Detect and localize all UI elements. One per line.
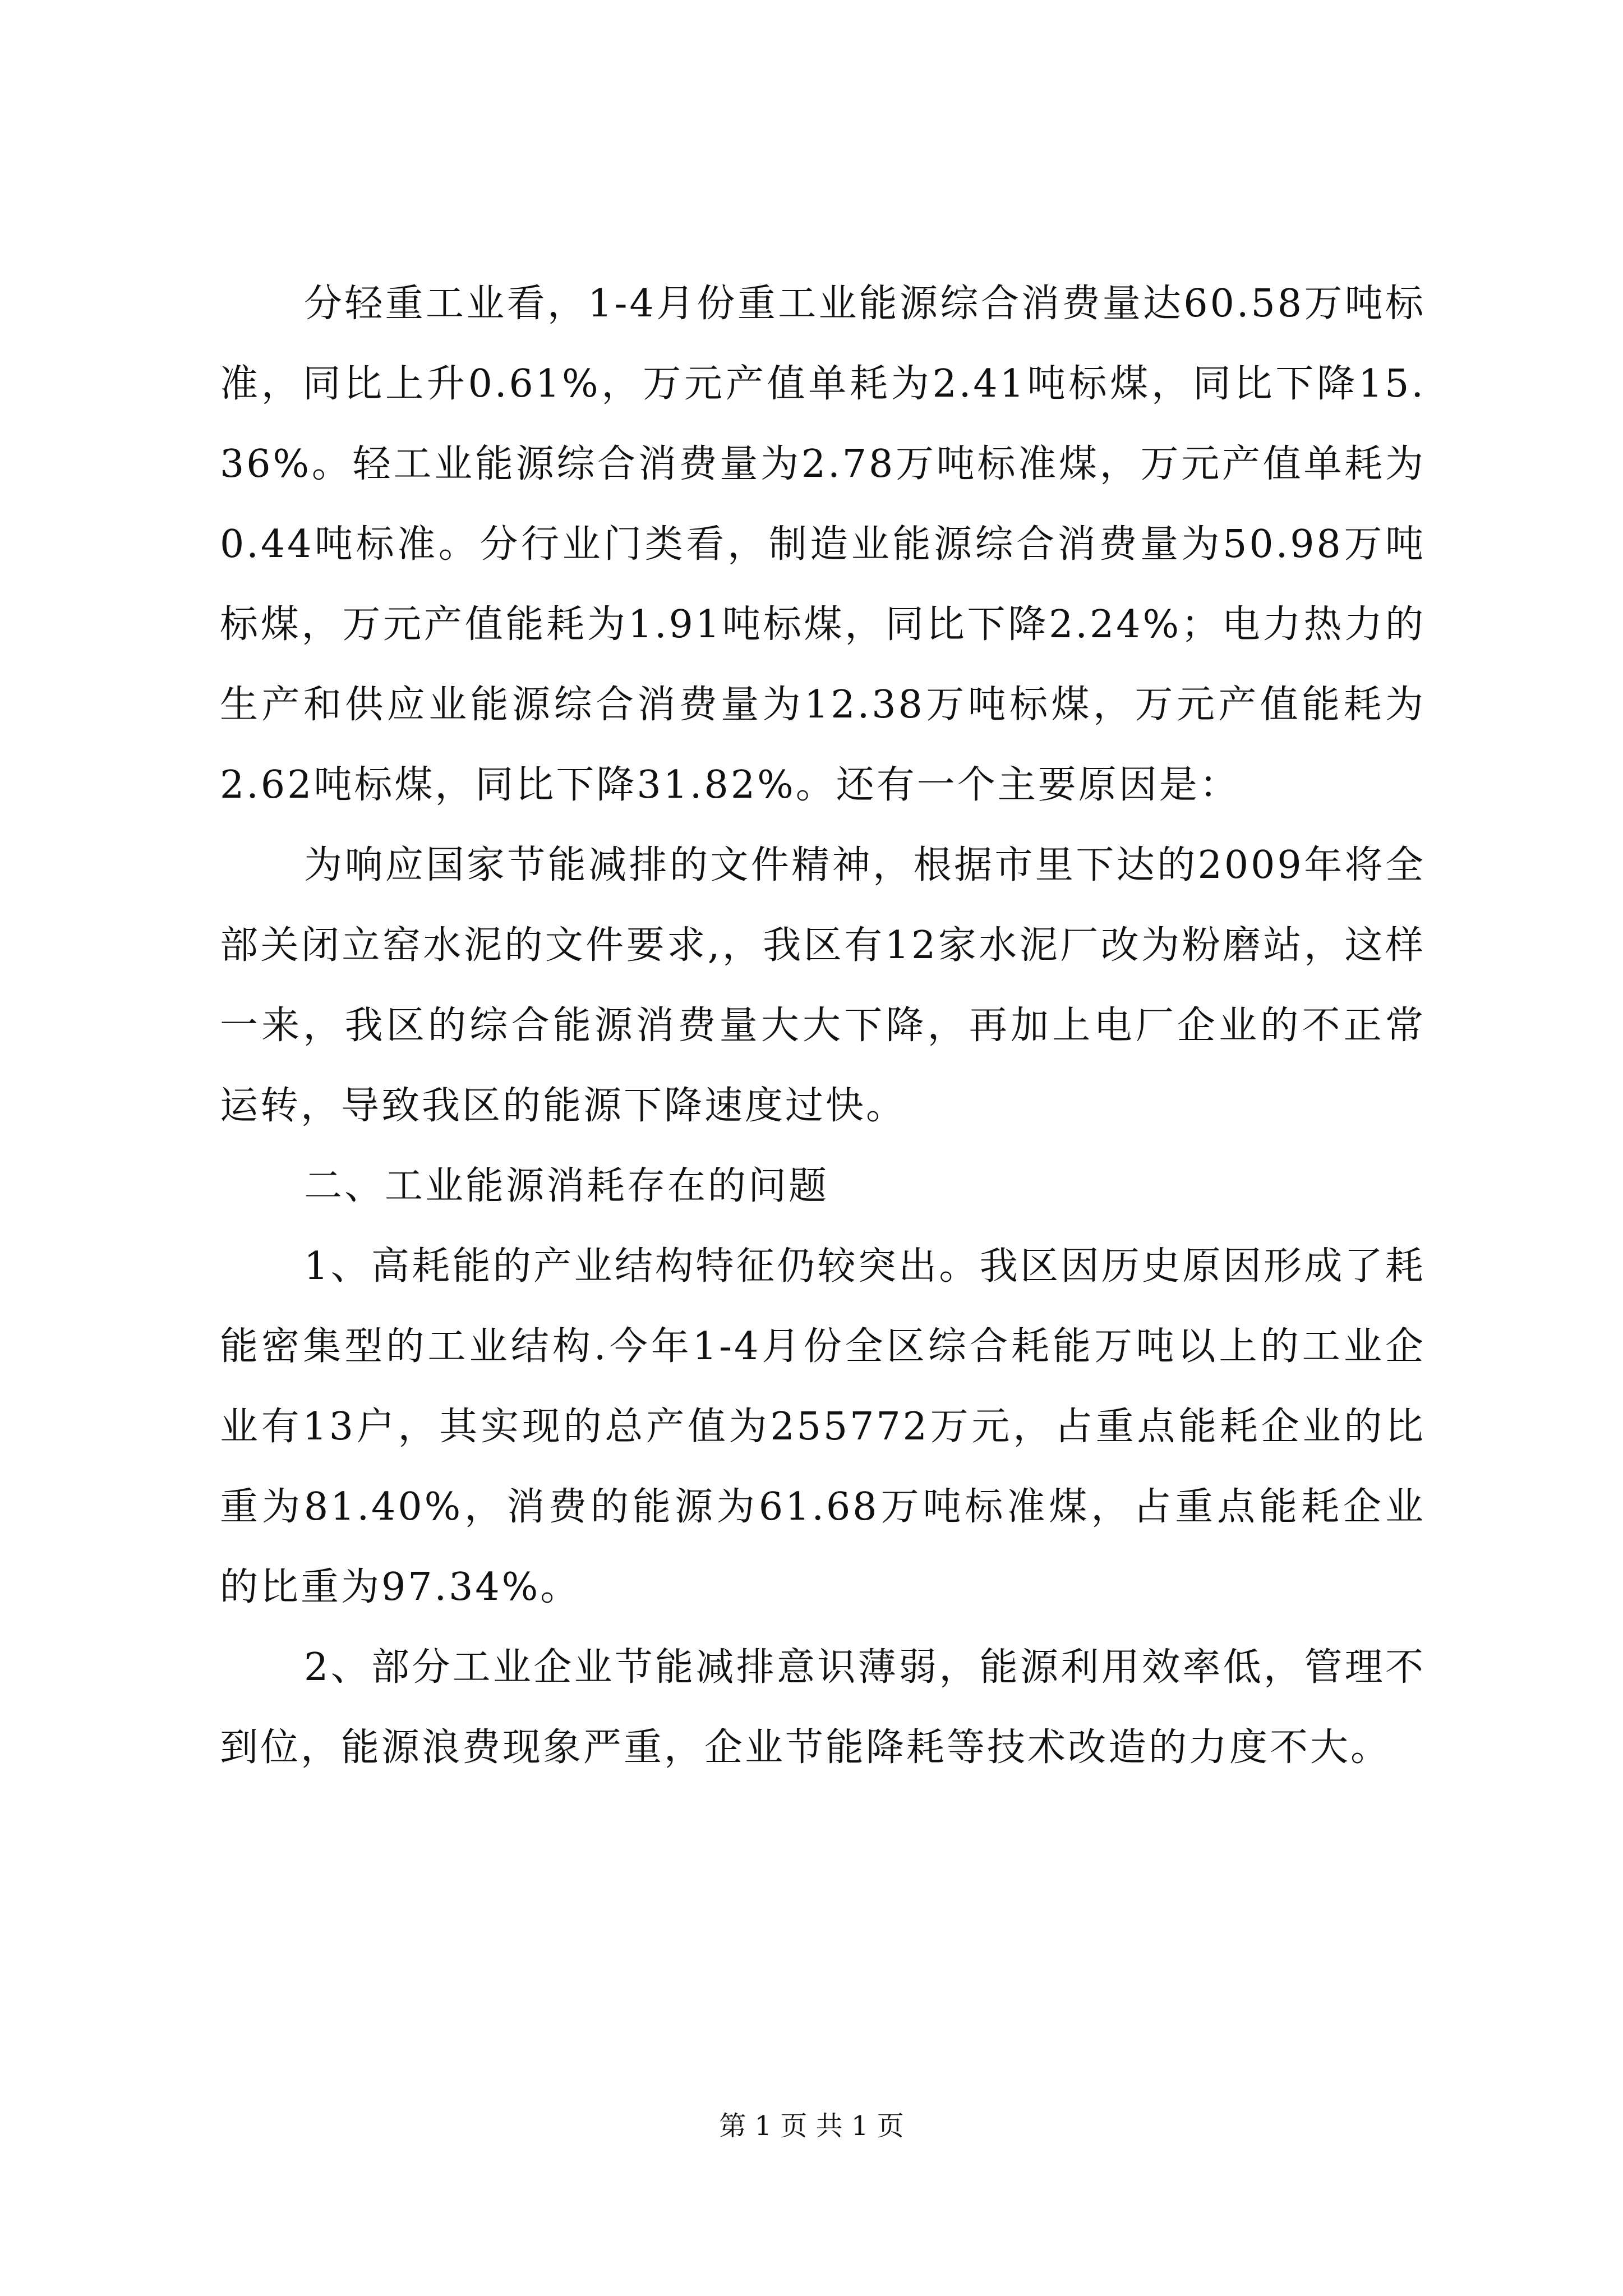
paragraph-problem-1: 1、高耗能的产业结构特征仍较突出。我区因历史原因形成了耗能密集型的工业结构.今年1-4月份全区综合耗能万吨以上的工业企业有13户，其实现的总产值为255772万元，占重点能耗企业的比重为81.40%，消费的能源为61.68万吨标准煤，占重点能耗企业的比重为97.34%。 xyxy=(220,1244,1426,1609)
page-footer: 第 1 页 共 1 页 xyxy=(719,2110,904,2142)
document-body xyxy=(220,264,1426,1788)
paragraph-problem-2: 2、部分工业企业节能减排意识薄弱，能源利用效率低，管理不到位，能源浪费现象严重，企业节能降耗等技术改造的力度不大。 xyxy=(220,1645,1426,1770)
paragraph-cement-plant-closure: 为响应国家节能减排的文件精神，根据市里下达的2009年将全部关闭立窑水泥的文件要求,，我区有12家水泥厂改为粉磨站，这样一来，我区的综合能源消费量大大下降，再加上电厂企业的不正常运转，导致我区的能源下降速度过快。 xyxy=(220,843,1426,1128)
section-heading-problems: 二、工业能源消耗存在的问题 xyxy=(304,1164,829,1208)
paragraph-energy-consumption-by-industry: 分轻重工业看，1-4月份重工业能源综合消费量达60.58万吨标准，同比上升0.61%，万元产值单耗为2.41吨标煤，同比下降15.36%。轻工业能源综合消费量为2.78万吨标准煤，万元产值单耗为0.44吨标准。分行业门类看，制造业能源综合消费量为50.98万吨标煤，万元产值能耗为1.91吨标煤，同比下降2.24%；电力热力的生产和供应业能源综合消费量为12.38万吨标煤，万元产值能耗为2.62吨标煤，同比下降31.82%。还有一个主要原因是： xyxy=(220,282,1426,807)
